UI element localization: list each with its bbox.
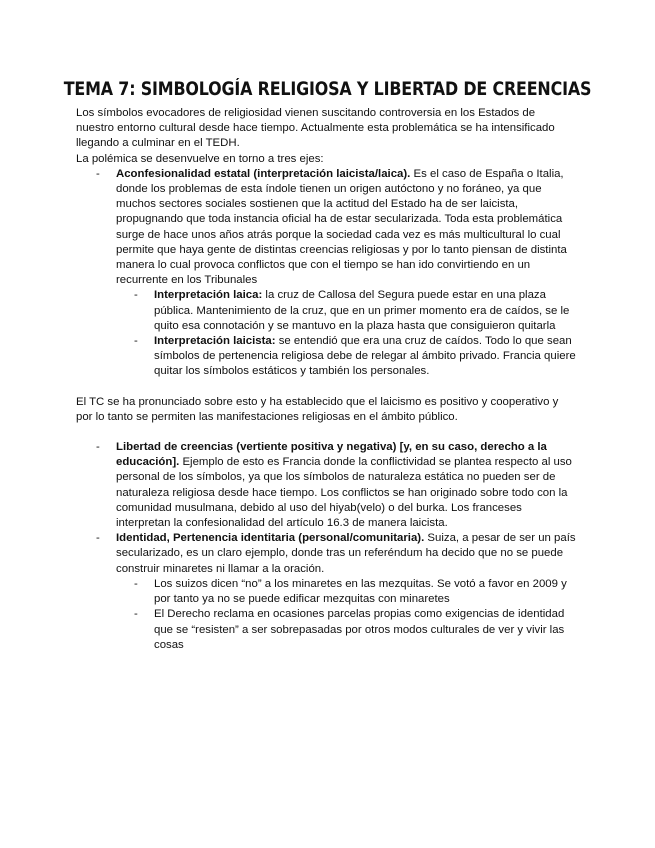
axis-2-text: Ejemplo de esto es Francia donde la conflictividad se plantea respecto al uso personal de los símbolos, ya que los símbolos de naturaleza estática no pueden ser de naturaleza religiosa desde hace tiempo. Los conflictos se han originado sobre todo con la comunidad musulmana, debido al uso del hiyab(velo) o del burka. Los franceses interpretan la confesionalidad del artículo 16.3 de manera laicista. (116, 456, 572, 530)
bullet-dash: - (134, 289, 138, 302)
list-item-axis-3 (76, 531, 576, 577)
bullet-dash: - (96, 441, 100, 454)
axis-2-heading: Libertad de creencias (vertiente positiva y negativa) [y, en su caso, derecho a la educación]. (116, 441, 547, 469)
list-item-suizos (76, 577, 576, 607)
list-item-derecho (76, 607, 576, 653)
axes-list-2 (76, 440, 576, 653)
laicista-heading: Interpretación laicista: (154, 335, 276, 348)
polemic-paragraph: La polémica se desenvuelve en torno a tres ejes: (76, 152, 324, 165)
document-body (76, 106, 576, 653)
axis-1-heading: Aconfesionalidad estatal (interpretación laicista/laica). (116, 167, 411, 180)
list-item-axis-2 (76, 440, 576, 531)
bullet-dash: - (134, 335, 138, 348)
suizos-text: Los suizos dicen “no” a los minaretes en las mezquitas. Se votó a favor en 2009 y por tanto ya no se puede edificar mezquitas con minaretes (154, 577, 567, 606)
intro-paragraph: Los símbolos evocadores de religiosidad vienen suscitando controversia en los Estados de nuestro entorno cultural desde hace tiempo. Actualmente esta problemática se ha intensificado llegando a culminar en el TEDH. (76, 107, 555, 150)
bullet-dash: - (134, 577, 138, 590)
page-title: TEMA 7: SIMBOLOGÍA RELIGIOSA Y LIBERTAD DE CREENCIAS (63, 79, 592, 100)
list-item-laicista (76, 334, 576, 380)
tc-paragraph: El TC se ha pronunciado sobre esto y ha establecido que el laicismo es positivo y cooperativo y por lo tanto se permiten las manifestaciones religiosas en el ámbito público. (76, 395, 559, 423)
laicista-text: se entendió que era una cruz de caídos. Todo lo que sean símbolos de pertenencia religiosa debe de relegar al ámbito privado. Francia quiere quitar los símbolos estáticos y también los personales. (154, 335, 576, 378)
bullet-dash: - (96, 532, 100, 545)
bullet-dash: - (96, 167, 100, 180)
axis-3-heading: Identidad, Pertenencia identitaria (personal/comunitaria). (116, 532, 425, 545)
bullet-dash: - (134, 608, 138, 621)
laica-heading: Interpretación laica: (154, 289, 263, 302)
list-item-laica (76, 288, 576, 334)
axes-list-1 (76, 167, 576, 380)
list-item-axis-1 (76, 167, 576, 289)
axis-3-text: Suiza, a pesar de ser un país secularizado, es un claro ejemplo, donde tras un referéndum ha decido que no se puede construir minaretes ni llamar a la oración. (116, 532, 576, 575)
derecho-text: El Derecho reclama en ocasiones parcelas propias como exigencias de identidad que se “resisten” a ser sobrepasadas por otros modos culturales de ver y vivir las cosas (154, 608, 565, 651)
laica-text: la cruz de Callosa del Segura puede estar en una plaza pública. Mantenimiento de la cruz, que en un primer momento era de caídos, se le quito esa connotación y se mantuvo en la plaza hasta que consiguieron quitarla (154, 289, 570, 332)
axis-1-text: Es el caso de España o Italia, donde los problemas de esta índole tienen un origen autóctono y no foráneo, ya que muchos sectores sociales sostienen que la actitud del Estado ha de ser laicista, propugnando que toda instancia oficial ha de estar secularizada. Toda esta problemática surge de hace unos años atrás porque la sociedad cada vez es más multicultural lo cual permite que haya gente de distintas creencias religiosas y por lo tanto piensan de distinta manera lo cual provoca conflictos que con el tiempo se han ido convirtiendo en un recurrente en los Tribunales (116, 167, 567, 287)
